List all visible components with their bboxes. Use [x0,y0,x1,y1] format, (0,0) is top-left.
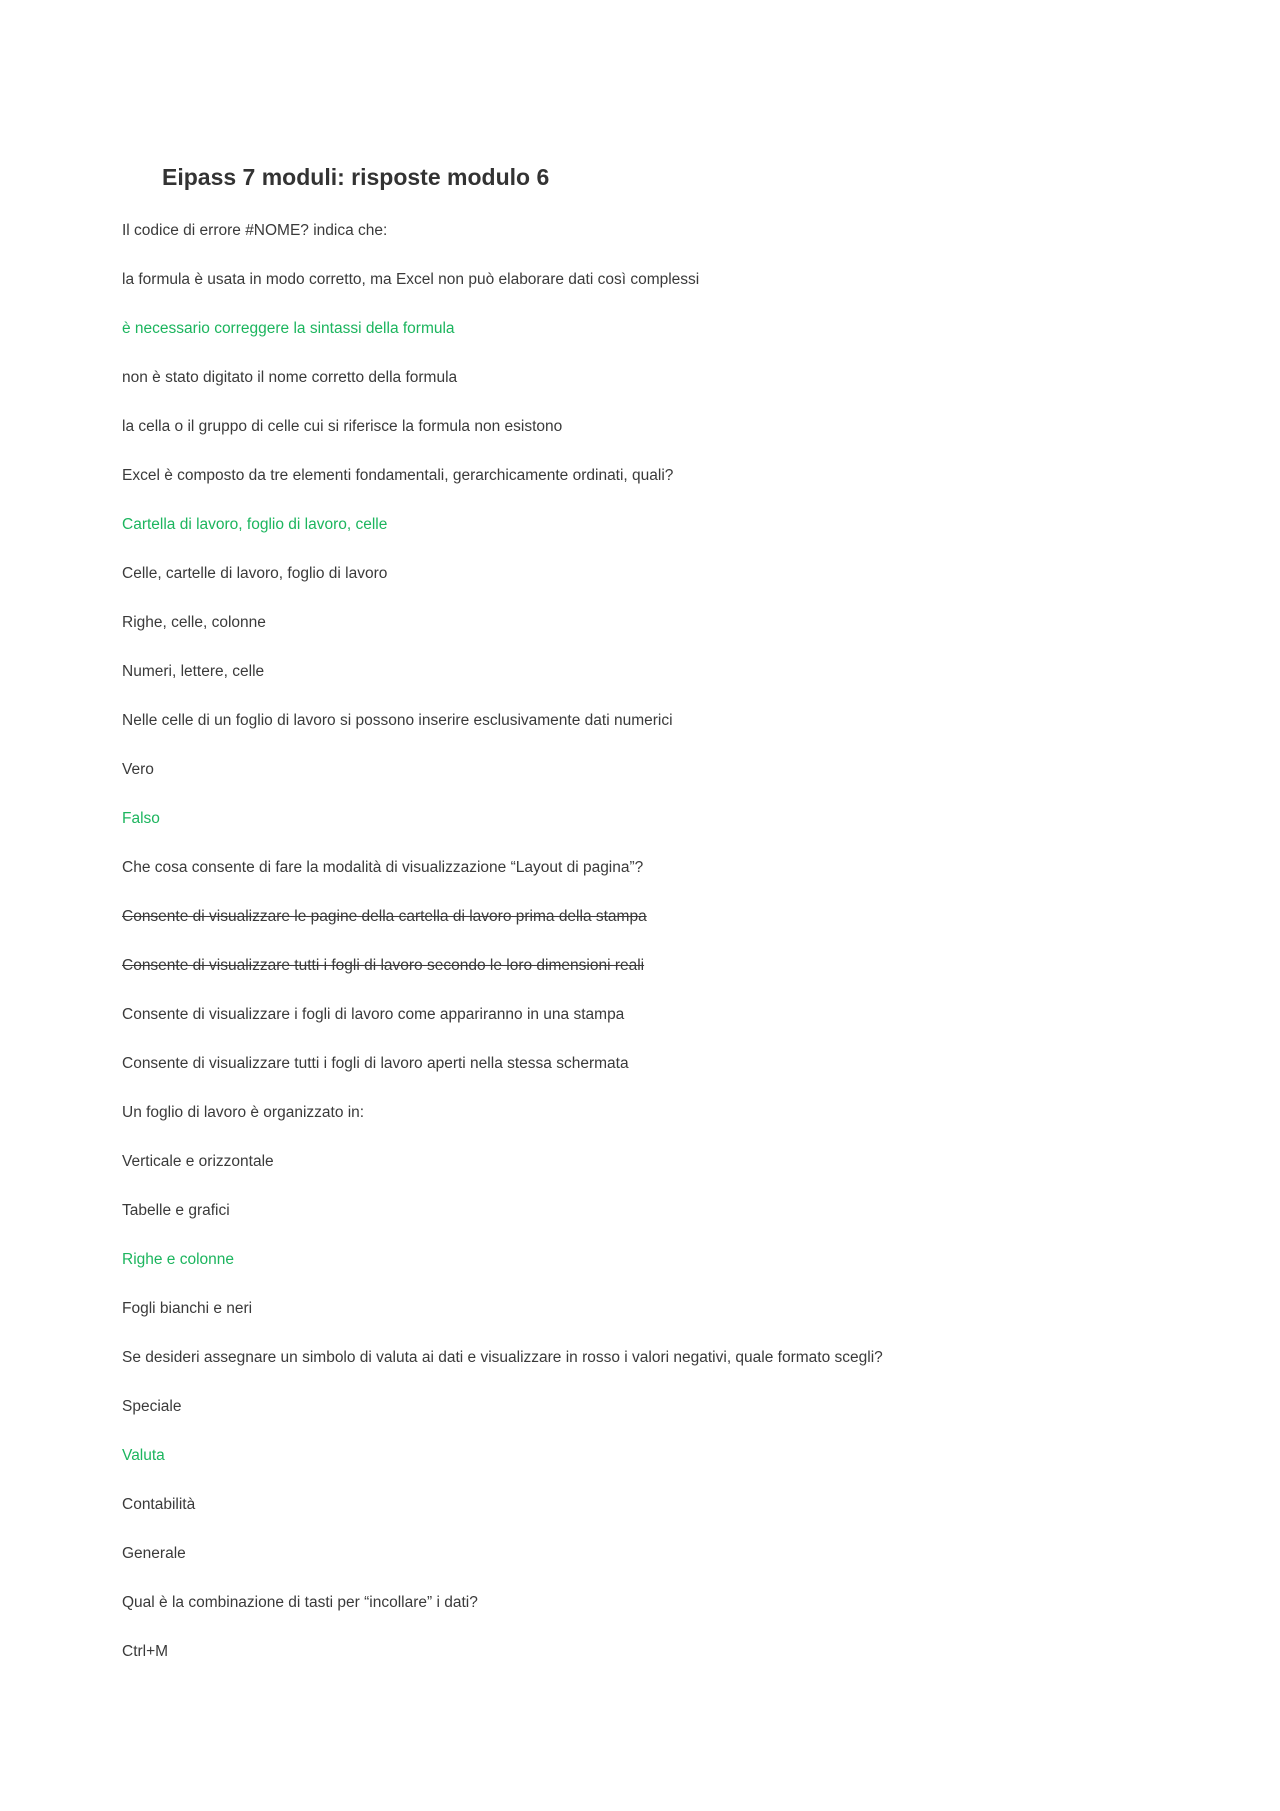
text-line: Fogli bianchi e neri [122,1300,253,1317]
text-line: Contabilità [122,1496,196,1513]
text-line: non è stato digitato il nome corretto della formula [122,369,458,386]
text-line: la formula è usata in modo corretto, ma Excel non può elaborare dati così complessi [122,271,700,288]
text-line: Consente di visualizzare le pagine della cartella di lavoro prima della stampa [122,908,647,925]
text-line: Nelle celle di un foglio di lavoro si possono inserire esclusivamente dati numerici [122,712,673,729]
text-line: Righe, celle, colonne [122,614,266,631]
page-title: Eipass 7 moduli: risposte modulo 6 [162,164,550,190]
text-line: Consente di visualizzare tutti i fogli di lavoro secondo le loro dimensioni reali [122,957,645,974]
correct-answer-line: è necessario correggere la sintassi della formula [122,320,455,337]
text-line: Verticale e orizzontale [122,1153,274,1170]
text-line: Consente di visualizzare tutti i fogli di lavoro aperti nella stessa schermata [122,1055,629,1072]
text-line: Consente di visualizzare i fogli di lavoro come appariranno in una stampa [122,1006,625,1023]
text-line: Ctrl+M [122,1643,169,1660]
correct-answer-line: Valuta [122,1447,165,1464]
text-line: la cella o il gruppo di celle cui si riferisce la formula non esistono [122,418,563,435]
text-line: Excel è composto da tre elementi fondamentali, gerarchicamente ordinati, quali? [122,467,674,484]
text-line: Qual è la combinazione di tasti per “incollare” i dati? [122,1594,478,1611]
text-line: Speciale [122,1398,182,1415]
text-line: Se desideri assegnare un simbolo di valuta ai dati e visualizzare in rosso i valori negativi, quale formato scegli? [122,1349,883,1366]
text-line: Che cosa consente di fare la modalità di visualizzazione “Layout di pagina”? [122,859,644,876]
text-line: Vero [122,761,154,778]
document-body [122,216,1222,1686]
text-line: Il codice di errore #NOME? indica che: [122,222,388,239]
text-line: Un foglio di lavoro è organizzato in: [122,1104,365,1121]
correct-answer-line: Falso [122,810,160,827]
text-line: Tabelle e grafici [122,1202,230,1219]
text-line: Generale [122,1545,186,1562]
text-line: Celle, cartelle di lavoro, foglio di lavoro [122,565,388,582]
correct-answer-line: Righe e colonne [122,1251,235,1268]
correct-answer-line: Cartella di lavoro, foglio di lavoro, celle [122,516,388,533]
text-line: Numeri, lettere, celle [122,663,265,680]
